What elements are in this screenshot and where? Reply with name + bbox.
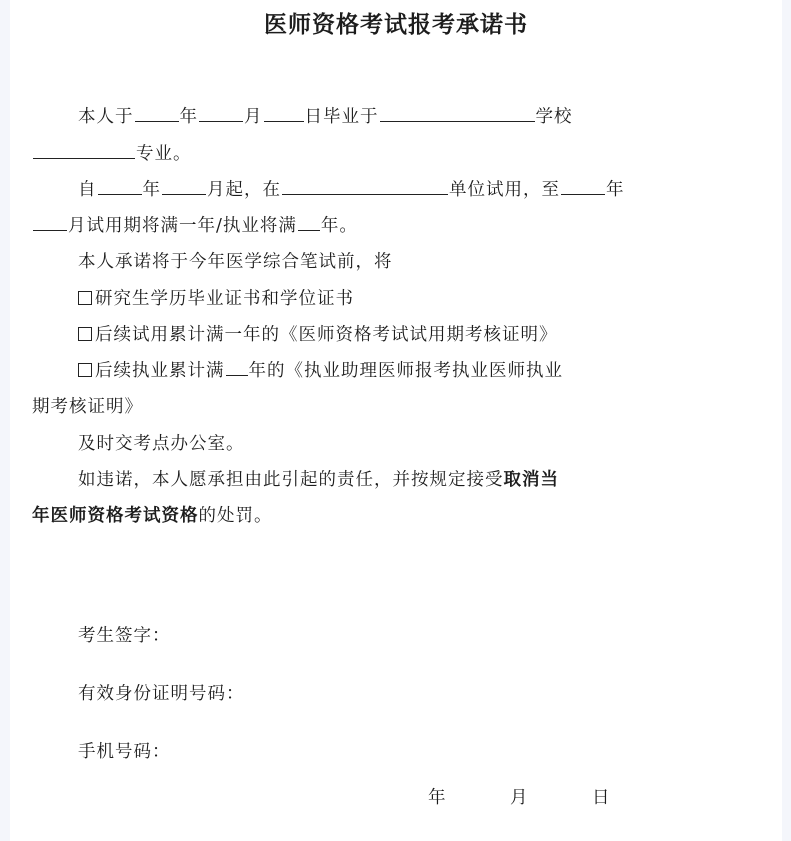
date-day: 日 [592, 788, 611, 808]
date-month: 月 [510, 788, 529, 808]
text: 单位试用，至 [449, 180, 560, 200]
day-blank[interactable] [264, 103, 304, 122]
major-blank[interactable] [33, 140, 135, 159]
year-blank[interactable] [98, 176, 142, 195]
signature-label: 考生签字： [78, 626, 171, 646]
text: 年 [179, 107, 198, 127]
month-blank[interactable] [162, 176, 206, 195]
option-practice-certificate [78, 357, 563, 382]
years-blank[interactable] [226, 357, 248, 376]
checkbox[interactable] [78, 363, 92, 377]
promise-line: 本人承诺将于今年医学综合笔试前，将 [78, 252, 393, 272]
text: 月试用期将满一年/执业将满 [68, 216, 297, 236]
text: 本人于 [78, 107, 134, 127]
text: 月起，在 [207, 180, 281, 200]
text: 学校 [535, 107, 573, 127]
text: 年 [606, 180, 625, 200]
text: 的处罚。 [198, 506, 273, 526]
years-blank[interactable] [298, 212, 320, 231]
school-blank[interactable] [380, 103, 535, 122]
text: 日毕业于 [304, 107, 379, 127]
option-label: 年的《执业助理医师报考执业医师执业 [248, 361, 563, 381]
trial-end-line [32, 212, 358, 237]
option-trial-certificate [78, 321, 558, 346]
text: 专业。 [136, 144, 192, 164]
option-degree [78, 285, 354, 310]
document-title: 医师资格考试报考承诺书 [264, 11, 528, 38]
checkbox[interactable] [78, 291, 92, 305]
penalty-line [78, 466, 559, 491]
option-label: 后续执业累计满 [95, 361, 225, 381]
text: 如违诺，本人愿承担由此引起的责任，并按规定接受 [78, 470, 504, 490]
text: 年。 [320, 216, 358, 236]
option-label: 后续试用累计满一年的《医师资格考试试用期考核证明》 [95, 325, 558, 345]
unit-blank[interactable] [282, 176, 448, 195]
text: 年 [142, 180, 161, 200]
graduation-line [78, 103, 573, 128]
trial-line [78, 176, 625, 201]
major-line [32, 140, 192, 165]
date-year: 年 [428, 788, 447, 808]
text: 自 [78, 180, 97, 200]
penalty-line-cont [32, 502, 273, 527]
month-blank[interactable] [33, 212, 67, 231]
phone-label: 手机号码： [78, 742, 171, 762]
checkbox[interactable] [78, 327, 92, 341]
id-number-label: 有效身份证明号码： [78, 684, 245, 704]
submit-line: 及时交考点办公室。 [78, 434, 245, 454]
bold-text: 取消当 [503, 470, 559, 490]
option-practice-certificate-cont: 期考核证明》 [32, 397, 143, 417]
text: 月 [244, 107, 263, 127]
year-blank[interactable] [135, 103, 179, 122]
year-blank[interactable] [561, 176, 605, 195]
option-label: 研究生学历毕业证书和学位证书 [95, 289, 354, 309]
bold-text: 年医师资格考试资格 [32, 506, 199, 526]
month-blank[interactable] [199, 103, 243, 122]
document-page [10, 0, 782, 841]
